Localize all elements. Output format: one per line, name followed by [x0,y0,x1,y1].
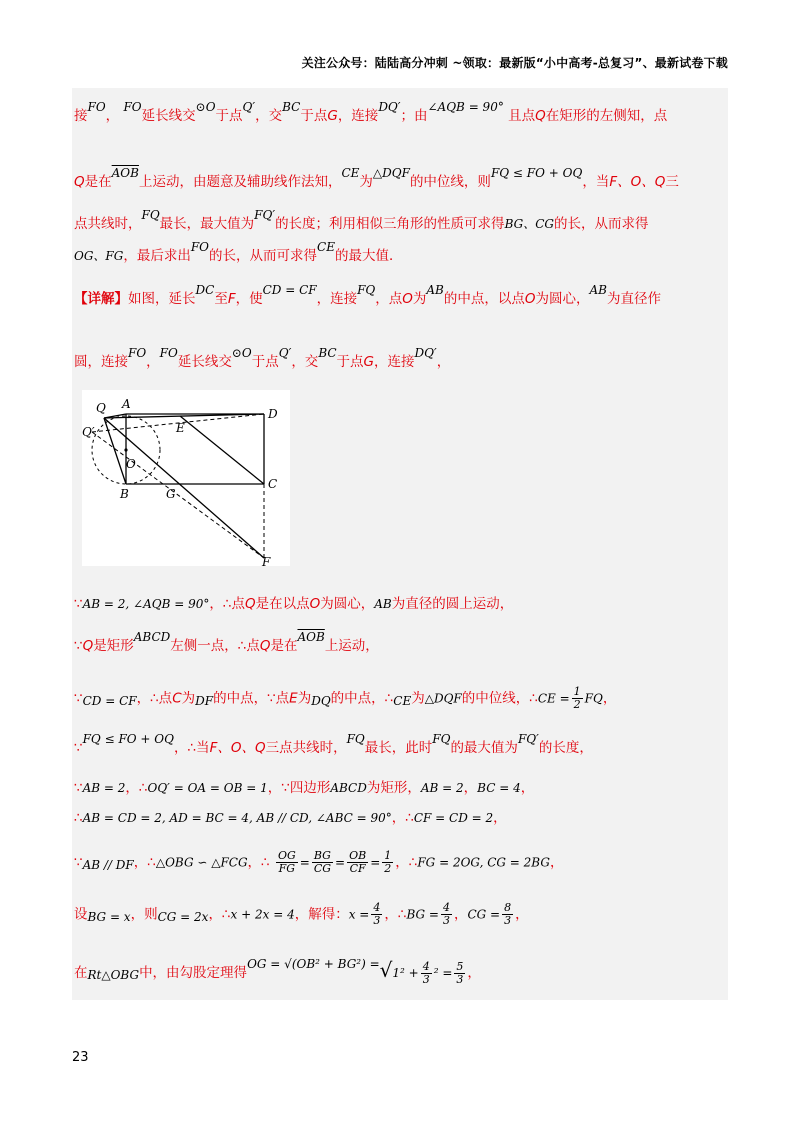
label-Q-prime: Q′ [82,425,95,439]
text-line-4: OG、FG，最后求出FO的长，从而可求得CE的最大值． [74,240,403,264]
text-line-12: ∴AB = CD = 2, AD = BC = 4, AB // CD, ∠ABC = 90°，∴CF = CD = 2， [74,810,507,826]
page-header: 关注公众号：陆陆高分冲刺 ~领取：最新版“小中高考-总复习”、最新试卷下载 [301,56,728,70]
geometry-diagram [82,390,290,566]
label-A: A [122,397,131,411]
text-line-6: 圆，连接FO，FO延长线交⊙O于点Q′，交BC于点G，连接DQ′， [74,346,451,370]
text-line-13: ∵AB // DF，∴△OBG ∽ △FCG，∴ $\frac{OG}{FG}$ = $\frac{BG}{CG}$ = $\frac{OB}{CF}$ = $\frac{1}{2}$ ，∴FG = 2OG, CG = 2BG， [74,849,564,875]
label-E: E [176,421,185,435]
label-C: C [268,477,278,491]
text-line-1: 接FO， FO延长线交⊙O于点Q′，交BC于点G，连接DQ′；由∠AQB = 90° 且点Q在矩形的左侧知，点 [74,100,668,124]
text-line-7: ∵AB = 2, ∠AQB = 90°，∴点Q是在以点O为圆心，AB为直径的圆上运动， [74,596,514,612]
text-line-8: ∵Q是矩形ABCD左侧一点，∴点Q是在$\overline{AOB}$上运动， [74,630,379,654]
text-line-14: 设BG = x，则CG = 2x，∴x + 2x = 4，解得：x = $\frac{4}{3}$ ，∴BG = $\frac{4}{3}$ ，CG = $\frac{8}{3}$ ， [74,901,529,927]
text-line-5: 【详解】如图，延长DC至F，使CD = CF，连接FQ，点O为AB的中点，以点O为圆心，AB为直径作 [74,283,661,307]
text-line-11: ∵AB = 2，∴OQ′ = OA = OB = 1，∵四边形ABCD为矩形，AB = 2，BC = 4， [74,780,535,796]
label-G: G [166,487,176,501]
text-line-2: Q是在$\overline{AOB}$上运动，由题意及辅助线作法知，CE为△DQF的中位线，则FQ ≤ FO + OQ，当F、O、Q三 [74,166,679,190]
label-F: F [262,555,271,566]
page-number: 23 [72,1050,89,1065]
text-line-9: ∵CD = CF，∴点C为DF的中点，∵点E为DQ的中点，∴CE为△DQF的中位线，∴CE = $\frac{1}{2}$ FQ， [74,685,617,711]
geometry-figure [82,390,290,566]
label-O: O [126,457,136,471]
label-Q: Q [96,401,106,415]
label-D: D [268,407,278,421]
text-line-3: 点共线时，FQ最长，最大值为FQ′的长度；利用相似三角形的性质可求得BG、CG的长，从而求得 [74,208,649,232]
text-line-10: ∵FQ ≤ FO + OQ，∴当F、O、Q三点共线时，FQ最长，此时FQ的最大值为FQ′的长度， [74,732,593,756]
label-B: B [120,487,129,501]
text-line-15: 在Rt△OBG中，由勾股定理得OG = √(OB² + BG²) =√1² + $\frac{4}{3}$ ² = $\frac{5}{3}$ ， [74,957,481,986]
